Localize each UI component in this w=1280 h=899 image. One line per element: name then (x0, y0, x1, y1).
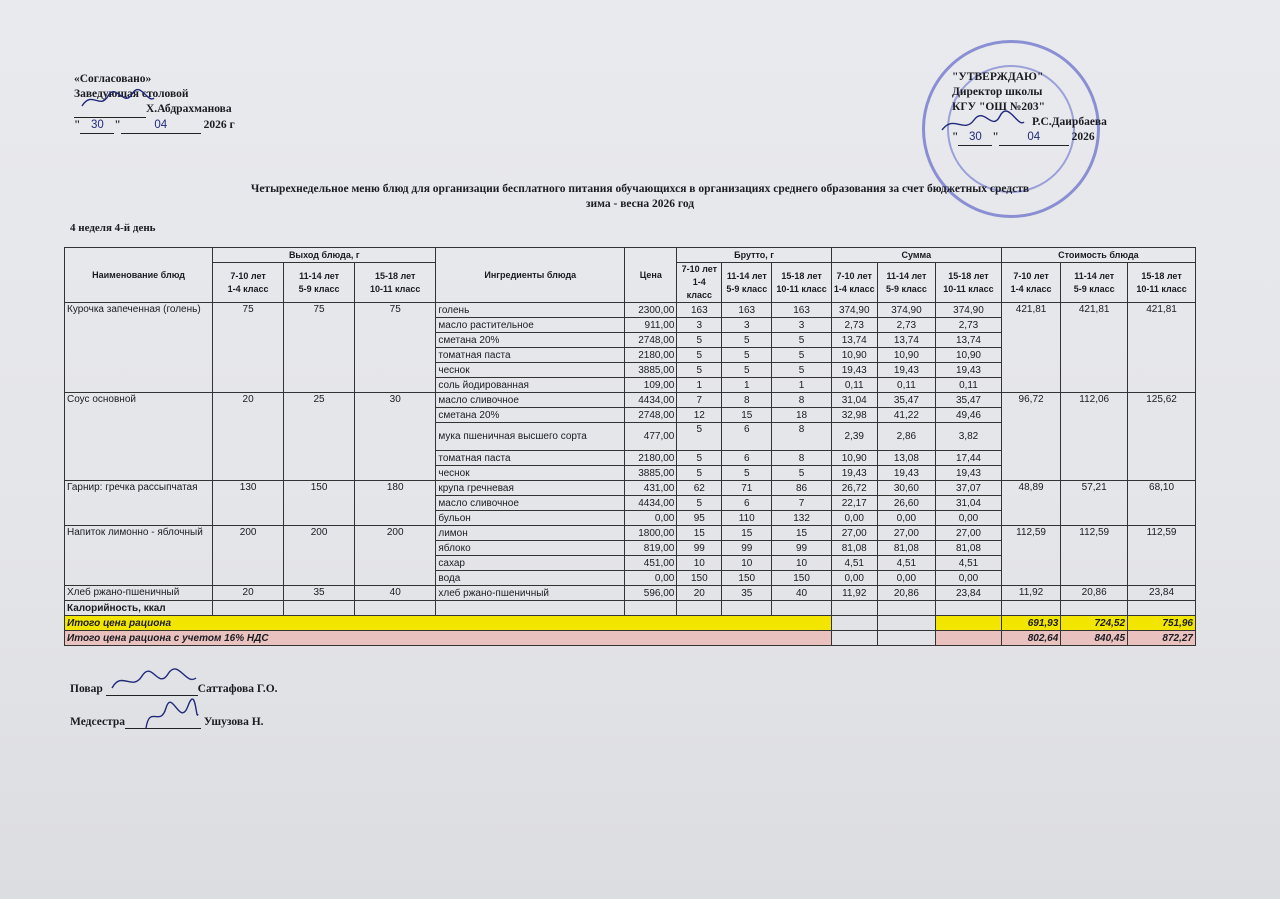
ingredient-name: масло растительное (436, 318, 625, 333)
empty-cell (936, 631, 1002, 646)
ingredient-price: 911,00 (625, 318, 677, 333)
ingredient-brutto: 163 (722, 303, 772, 318)
dish-name: Хлеб ржано-пшеничный (65, 586, 213, 601)
director-name: Р.С.Даирбаева (1032, 116, 1107, 128)
cook-name: Саттафова Г.О. (197, 683, 278, 695)
canteen-head-name: Х.Абдрахманова (146, 103, 232, 115)
ingredient-sum: 0,11 (877, 378, 935, 393)
ingredient-brutto: 3 (772, 318, 831, 333)
header-output-age-1: 7-10 лет 1-4 класс (213, 263, 284, 303)
ingredient-name: чеснок (436, 363, 625, 378)
ingredient-name: соль йодированная (436, 378, 625, 393)
header-brutto-age-3: 15-18 лет 10-11 класс (772, 263, 831, 303)
ingredient-sum: 35,47 (936, 393, 1002, 408)
header-cost-age-2: 11-14 лет 5-9 класс (1061, 263, 1128, 303)
ingredient-brutto: 15 (722, 526, 772, 541)
dish-output: 20 (213, 393, 284, 481)
table-row (65, 303, 1196, 318)
empty-cell (625, 601, 677, 616)
ingredient-brutto: 10 (772, 556, 831, 571)
ingredient-sum: 23,84 (936, 586, 1002, 601)
empty-cell (722, 601, 772, 616)
dish-cost: 96,72 (1001, 393, 1060, 481)
agreed-date: " 30 " 04 2026 г (74, 118, 235, 134)
ingredient-sum: 374,90 (831, 303, 877, 318)
ingredient-price: 2748,00 (625, 333, 677, 348)
ingredient-brutto: 1 (677, 378, 722, 393)
ingredient-name: масло сливочное (436, 393, 625, 408)
ingredient-brutto: 7 (772, 496, 831, 511)
dish-cost: 112,59 (1001, 526, 1060, 586)
ingredient-sum: 35,47 (877, 393, 935, 408)
dish-name: Соус основной (65, 393, 213, 481)
ingredient-sum: 10,90 (831, 451, 877, 466)
ingredient-sum: 0,00 (877, 511, 935, 526)
ingredient-sum: 10,90 (877, 348, 935, 363)
total-vat-row (65, 631, 1196, 646)
ingredient-sum: 81,08 (831, 541, 877, 556)
ingredient-sum: 0,00 (936, 571, 1002, 586)
ingredient-brutto: 5 (677, 348, 722, 363)
ingredient-brutto: 163 (677, 303, 722, 318)
ingredient-price: 4434,00 (625, 393, 677, 408)
ingredient-brutto: 12 (677, 408, 722, 423)
ingredient-name: томатная паста (436, 348, 625, 363)
ingredient-brutto: 6 (722, 451, 772, 466)
header-price: Цена (625, 248, 677, 303)
ingredient-brutto: 1 (722, 378, 772, 393)
total-vat-row-value: 840,45 (1061, 631, 1128, 646)
header-brutto: Брутто, г (677, 248, 831, 263)
ingredient-sum: 49,46 (936, 408, 1002, 423)
ingredient-name: лимон (436, 526, 625, 541)
empty-cell (936, 601, 1002, 616)
ingredient-sum: 19,43 (831, 363, 877, 378)
calories-label: Калорийность, ккал (65, 601, 213, 616)
dish-cost: 112,59 (1128, 526, 1196, 586)
ingredient-name: масло сливочное (436, 496, 625, 511)
ingredient-brutto: 95 (677, 511, 722, 526)
ingredient-name: голень (436, 303, 625, 318)
ingredient-sum: 26,72 (831, 481, 877, 496)
header-sum: Сумма (831, 248, 1001, 263)
week-day-label: 4 неделя 4-й день (70, 222, 156, 234)
ingredient-sum: 0,00 (831, 511, 877, 526)
ingredient-sum: 2,39 (831, 423, 877, 451)
ingredient-brutto: 5 (722, 333, 772, 348)
ingredient-brutto: 5 (772, 363, 831, 378)
total-vat-row-value: 872,27 (1128, 631, 1196, 646)
ingredient-brutto: 35 (722, 586, 772, 601)
empty-cell (831, 601, 877, 616)
ingredient-name: сахар (436, 556, 625, 571)
dish-cost: 20,86 (1061, 586, 1128, 601)
ingredient-sum: 27,00 (831, 526, 877, 541)
canteen-head-signature-mark (78, 86, 158, 114)
ingredient-brutto: 6 (722, 423, 772, 451)
ingredient-sum: 19,43 (877, 363, 935, 378)
header-output: Выход блюда, г (213, 248, 436, 263)
dish-output: 200 (355, 526, 436, 586)
dish-output: 200 (284, 526, 355, 586)
ingredient-brutto: 15 (677, 526, 722, 541)
ingredient-sum: 22,17 (831, 496, 877, 511)
ingredient-brutto: 5 (722, 348, 772, 363)
ingredient-brutto: 5 (722, 363, 772, 378)
ingredient-brutto: 86 (772, 481, 831, 496)
dish-cost: 48,89 (1001, 481, 1060, 526)
ingredient-brutto: 99 (772, 541, 831, 556)
ingredient-price: 2180,00 (625, 451, 677, 466)
total-row-value: 724,52 (1061, 616, 1128, 631)
header-sum-age-3: 15-18 лет 10-11 класс (936, 263, 1002, 303)
ingredient-price: 0,00 (625, 571, 677, 586)
ingredient-sum: 19,43 (936, 466, 1002, 481)
ingredient-name: мука пшеничная высшего сорта (436, 423, 625, 451)
ingredient-sum: 31,04 (831, 393, 877, 408)
ingredient-sum: 2,73 (831, 318, 877, 333)
header-dish: Наименование блюд (65, 248, 213, 303)
ingredient-brutto: 5 (677, 496, 722, 511)
header-cost-age-1: 7-10 лет 1-4 класс (1001, 263, 1060, 303)
ingredient-brutto: 15 (722, 408, 772, 423)
calories-row (65, 601, 1196, 616)
ingredient-price: 2300,00 (625, 303, 677, 318)
ingredient-brutto: 163 (772, 303, 831, 318)
ingredient-sum: 0,11 (936, 378, 1002, 393)
dish-output: 75 (355, 303, 436, 393)
header-cost-age-3: 15-18 лет 10-11 класс (1128, 263, 1196, 303)
ingredient-brutto: 5 (677, 423, 722, 451)
dish-cost: 125,62 (1128, 393, 1196, 481)
ingredient-name: хлеб ржано-пшеничный (436, 586, 625, 601)
ingredient-sum: 27,00 (936, 526, 1002, 541)
ingredient-name: яблоко (436, 541, 625, 556)
ingredient-name: томатная паста (436, 451, 625, 466)
ingredient-sum: 0,11 (831, 378, 877, 393)
ingredient-brutto: 5 (772, 333, 831, 348)
ingredient-sum: 2,86 (877, 423, 935, 451)
ingredient-brutto: 8 (772, 393, 831, 408)
dish-output: 180 (355, 481, 436, 526)
dish-output: 40 (355, 586, 436, 601)
empty-cell (772, 601, 831, 616)
empty-cell (831, 631, 877, 646)
ingredient-sum: 13,74 (877, 333, 935, 348)
ingredient-sum: 10,90 (831, 348, 877, 363)
ingredient-sum: 374,90 (877, 303, 935, 318)
ingredient-sum: 4,51 (877, 556, 935, 571)
ingredient-sum: 19,43 (936, 363, 1002, 378)
ingredient-price: 0,00 (625, 511, 677, 526)
ingredient-brutto: 10 (677, 556, 722, 571)
empty-cell (1001, 601, 1060, 616)
school-label: КГУ "ОШ №203" (952, 101, 1045, 113)
ingredient-brutto: 15 (772, 526, 831, 541)
dish-output: 75 (284, 303, 355, 393)
table-body (65, 303, 1196, 646)
dish-output: 200 (213, 526, 284, 586)
ingredient-sum: 0,00 (877, 571, 935, 586)
ingredient-price: 3885,00 (625, 466, 677, 481)
ingredient-sum: 2,73 (936, 318, 1002, 333)
ingredient-name: сметана 20% (436, 408, 625, 423)
empty-cell (436, 601, 625, 616)
ingredient-sum: 11,92 (831, 586, 877, 601)
ingredient-sum: 10,90 (936, 348, 1002, 363)
header-output-age-2: 11-14 лет 5-9 класс (284, 263, 355, 303)
ingredient-sum: 374,90 (936, 303, 1002, 318)
empty-cell (284, 601, 355, 616)
total-vat-row-value: 802,64 (1001, 631, 1060, 646)
empty-cell (877, 631, 935, 646)
ingredient-brutto: 5 (677, 451, 722, 466)
ingredient-sum: 27,00 (877, 526, 935, 541)
ingredient-sum: 32,98 (831, 408, 877, 423)
empty-cell (677, 601, 722, 616)
ingredient-sum: 41,22 (877, 408, 935, 423)
cook-label: Повар (70, 683, 103, 695)
total-row-label: Итого цена рациона (65, 616, 832, 631)
ingredient-brutto: 150 (722, 571, 772, 586)
header-sum-age-1: 7-10 лет 1-4 класс (831, 263, 877, 303)
document-title: Четырехнедельное меню блюд для организации бесплатного питания обучающихся в организациях среднего образования за счет бюджетных средств зима - весна 2026 год (250, 183, 1030, 210)
ingredient-price: 477,00 (625, 423, 677, 451)
table-header (65, 248, 1196, 303)
ingredient-brutto: 99 (722, 541, 772, 556)
ingredient-sum: 2,73 (877, 318, 935, 333)
dish-cost: 112,06 (1061, 393, 1128, 481)
dish-cost: 57,21 (1061, 481, 1128, 526)
empty-cell (213, 601, 284, 616)
ingredient-brutto: 8 (722, 393, 772, 408)
ingredient-brutto: 5 (772, 466, 831, 481)
menu-table (64, 247, 1196, 646)
ingredient-sum: 81,08 (936, 541, 1002, 556)
empty-cell (877, 616, 935, 631)
ingredient-brutto: 150 (677, 571, 722, 586)
ingredient-price: 819,00 (625, 541, 677, 556)
ingredient-brutto: 20 (677, 586, 722, 601)
empty-cell (1061, 601, 1128, 616)
dish-name: Напиток лимонно - яблочный (65, 526, 213, 586)
ingredient-sum: 30,60 (877, 481, 935, 496)
header-brutto-age-2: 11-14 лет 5-9 класс (722, 263, 772, 303)
dish-name: Курочка запеченная (голень) (65, 303, 213, 393)
ingredient-brutto: 7 (677, 393, 722, 408)
ingredient-sum: 13,74 (831, 333, 877, 348)
approve-label: "УТВЕРЖДАЮ" (952, 71, 1044, 83)
ingredient-brutto: 5 (677, 363, 722, 378)
empty-cell (936, 616, 1002, 631)
ingredient-name: крупа гречневая (436, 481, 625, 496)
total-row (65, 616, 1196, 631)
dish-cost: 421,81 (1128, 303, 1196, 393)
dish-output: 35 (284, 586, 355, 601)
total-row-value: 691,93 (1001, 616, 1060, 631)
ingredient-brutto: 5 (677, 333, 722, 348)
ingredient-brutto: 1 (772, 378, 831, 393)
empty-cell (877, 601, 935, 616)
dish-output: 150 (284, 481, 355, 526)
ingredient-sum: 4,51 (831, 556, 877, 571)
ingredient-name: чеснок (436, 466, 625, 481)
ingredient-sum: 19,43 (877, 466, 935, 481)
ingredient-sum: 0,00 (936, 511, 1002, 526)
nurse-signature-mark (140, 698, 200, 736)
dish-cost: 112,59 (1061, 526, 1128, 586)
nurse-label: Медсестра (70, 716, 126, 728)
header-brutto-age-1: 7-10 лет 1-4 класс (677, 263, 722, 303)
ingredient-price: 431,00 (625, 481, 677, 496)
dish-output: 20 (213, 586, 284, 601)
header-ingredients: Ингредиенты блюда (436, 248, 625, 303)
ingredient-sum: 0,00 (831, 571, 877, 586)
ingredient-price: 2748,00 (625, 408, 677, 423)
empty-cell (831, 616, 877, 631)
director-label: Директор школы (952, 86, 1043, 98)
ingredient-brutto: 132 (772, 511, 831, 526)
dish-cost: 23,84 (1128, 586, 1196, 601)
ingredient-price: 1800,00 (625, 526, 677, 541)
ingredient-price: 451,00 (625, 556, 677, 571)
header-sum-age-2: 11-14 лет 5-9 класс (877, 263, 935, 303)
ingredient-brutto: 150 (772, 571, 831, 586)
ingredient-price: 3885,00 (625, 363, 677, 378)
ingredient-sum: 81,08 (877, 541, 935, 556)
ingredient-sum: 31,04 (936, 496, 1002, 511)
ingredient-brutto: 110 (722, 511, 772, 526)
dish-output: 75 (213, 303, 284, 393)
empty-cell (1128, 601, 1196, 616)
total-row-value: 751,96 (1128, 616, 1196, 631)
ingredient-name: вода (436, 571, 625, 586)
nurse-name: Ушузова Н. (203, 716, 264, 728)
agreed-label: «Согласовано» (74, 73, 152, 85)
approve-date: " 30 " 04 2026 (952, 130, 1107, 146)
canteen-head-label: Заведующая столовой (74, 88, 189, 100)
ingredient-sum: 4,51 (936, 556, 1002, 571)
ingredient-sum: 3,82 (936, 423, 1002, 451)
director-signature-mark (938, 108, 1028, 138)
dish-output: 130 (213, 481, 284, 526)
ingredient-price: 596,00 (625, 586, 677, 601)
header-output-age-3: 15-18 лет 10-11 класс (355, 263, 436, 303)
ingredient-brutto: 10 (722, 556, 772, 571)
ingredient-brutto: 6 (722, 496, 772, 511)
ingredient-brutto: 18 (772, 408, 831, 423)
ingredient-brutto: 8 (772, 451, 831, 466)
dish-cost: 421,81 (1061, 303, 1128, 393)
ingredient-sum: 37,07 (936, 481, 1002, 496)
cook-signature-mark (108, 668, 200, 696)
ingredient-sum: 19,43 (831, 466, 877, 481)
ingredient-brutto: 99 (677, 541, 722, 556)
ingredient-sum: 13,74 (936, 333, 1002, 348)
dish-output: 25 (284, 393, 355, 481)
ingredient-sum: 17,44 (936, 451, 1002, 466)
table-row (65, 393, 1196, 408)
ingredient-sum: 13,08 (877, 451, 935, 466)
total-vat-row-label: Итого цена рациона с учетом 16% НДС (65, 631, 832, 646)
ingredient-brutto: 5 (677, 466, 722, 481)
ingredient-sum: 26,60 (877, 496, 935, 511)
ingredient-price: 109,00 (625, 378, 677, 393)
dish-cost: 11,92 (1001, 586, 1060, 601)
header-cost: Стоимость блюда (1001, 248, 1195, 263)
empty-cell (355, 601, 436, 616)
ingredient-brutto: 40 (772, 586, 831, 601)
ingredient-brutto: 71 (722, 481, 772, 496)
dish-cost: 68,10 (1128, 481, 1196, 526)
ingredient-price: 4434,00 (625, 496, 677, 511)
dish-name: Гарнир: гречка рассыпчатая (65, 481, 213, 526)
ingredient-brutto: 3 (722, 318, 772, 333)
table-row (65, 481, 1196, 496)
dish-output: 30 (355, 393, 436, 481)
ingredient-brutto: 62 (677, 481, 722, 496)
ingredient-brutto: 8 (772, 423, 831, 451)
ingredient-name: бульон (436, 511, 625, 526)
dish-cost: 421,81 (1001, 303, 1060, 393)
ingredient-name: сметана 20% (436, 333, 625, 348)
ingredient-brutto: 3 (677, 318, 722, 333)
ingredient-brutto: 5 (722, 466, 772, 481)
ingredient-sum: 20,86 (877, 586, 935, 601)
table-row (65, 526, 1196, 541)
table-row (65, 586, 1196, 601)
ingredient-brutto: 5 (772, 348, 831, 363)
ingredient-price: 2180,00 (625, 348, 677, 363)
